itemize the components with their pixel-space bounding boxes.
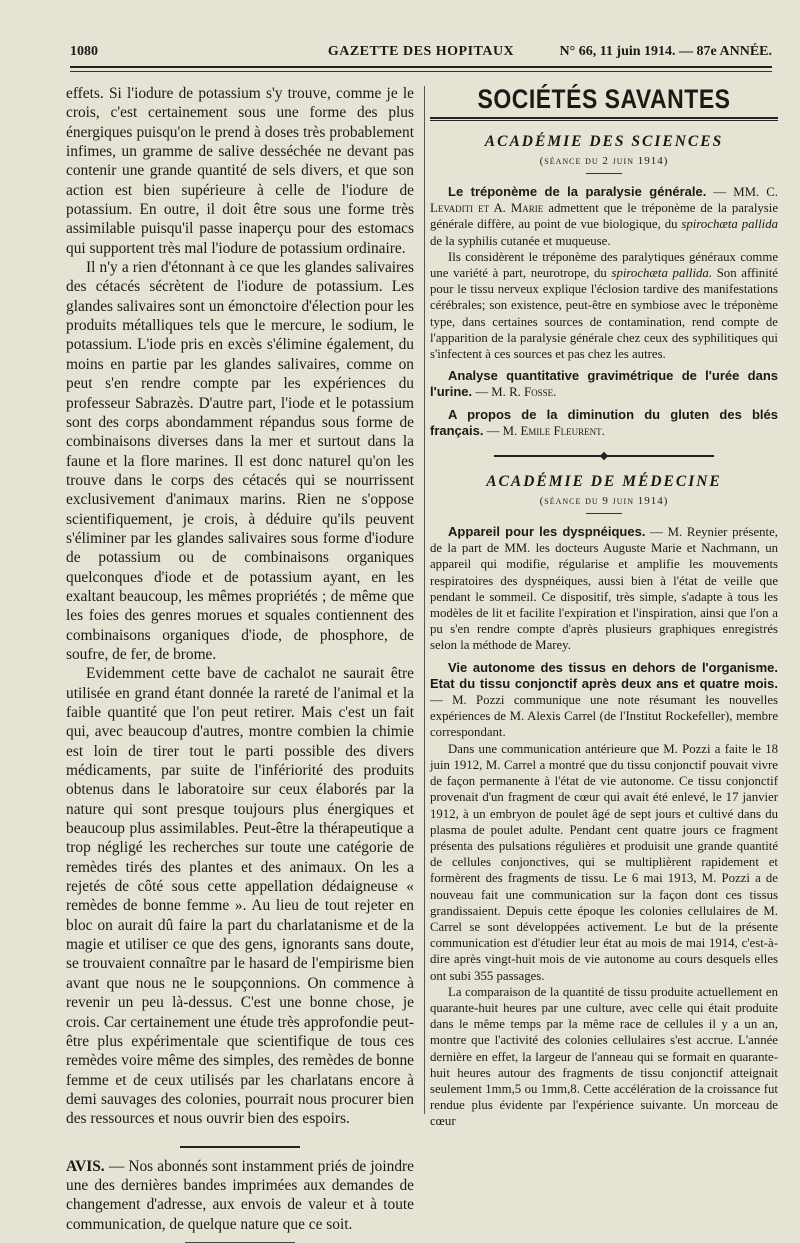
section-rule <box>430 117 778 119</box>
seance-date: (séance du 9 juin 1914) <box>539 495 669 508</box>
communication-item <box>430 524 778 654</box>
issue-info: N° 66, 11 juin 1914. — 87e ANNÉE. <box>559 44 772 59</box>
item-heading: Le tréponème de la paralysie générale. <box>448 184 707 199</box>
academie-medecine-title: ACADÉMIE DE MÉDECINE <box>486 473 722 491</box>
avis-label: AVIS. <box>66 1157 105 1175</box>
communication-item <box>430 184 778 249</box>
header-rule <box>70 66 772 68</box>
body-paragraph: effets. Si l'iodure de potassium s'y trouve, comme je le crois, c'est certainement sous une forme des plus énergiques puisqu'on le prend à doses très probablement infimes, un gramme de salive desséchée ne devant pas contenir une grande quantité de sels divers, et que son action est bien supérieure à celle de l'iodure de potassium. En outre, il doit être sous une forme très assimilable puisqu'il passe inaperçu pour des estomacs qui supportent très mal l'iodure de potassium ordinaire. <box>66 85 414 257</box>
body-paragraph: Ils considèrent le tréponème des paralytiques généraux comme une variété à part, neurotrope, du spirochæta pallida. Son affinité pour le tissu nerveux explique l'éclosion tardive des manifestations cérébrales; son existence, peut-être en symbiose avec le tréponème type, dans certaines sources de contamination, rend compte de l'apparition de la paralysie générale chez ceux des syphilitiques qui s'infectent à ces sources et pas chez les autres. <box>430 249 778 362</box>
academie-sciences-title: ACADÉMIE DES SCIENCES <box>484 133 724 150</box>
item-heading: Appareil pour les dyspnéiques. <box>448 524 646 540</box>
item-text: admettent que le tréponème de la paralysie générale diffère, au point de vue biologique, du <box>430 201 779 232</box>
seance-date: (séance du 2 juin 1914) <box>539 155 669 167</box>
communication-item <box>430 407 778 439</box>
body-paragraph: La comparaison de la quantité de tissu produite actuellement en quarante-huit heures par une culture, avec celle qui était produite dans le même temps par la même race de cellules il y a un an, montre que l'activité des colonies cellulaires s'est accrue. L'année dernière en effet, la largeur de l'anneau qui se formait en quarante-huit heures autour des fragments de tissu conjonctif atteignait seulement 1mm,5 ou 1mm,8. Cette accélération de la croissance fut rendue plus évidente par l'expérience suivante. Un morceau de cœur <box>430 984 778 1129</box>
item-authors: — M. R. Fosse. <box>475 385 557 400</box>
left-column <box>66 84 414 1233</box>
communication-item <box>430 660 778 741</box>
header-rule-thin <box>70 71 772 72</box>
item-authors: — M. Emile Fleurent. <box>486 423 605 438</box>
item-text: — M. Pozzi communique une note résumant les nouvelles expériences de M. Alexis Carrel (de l'Institut Rockefeller), membre correspondant. <box>430 693 778 740</box>
item-text: — M. Reynier présente, de la part de MM. les docteurs Auguste Marie et Nachmann, un appareil qui modifie, régularise et amplifie les mouvements respiratoires des dyspnéiques, aussi bien à l'état de veille que pendant le sommeil. Ce dispositif, très simple, s'adapte à tous les modèles de lit et facilite l'expiration et l'inspiration, ainsi que l'on a pu s'en rendre compte d'après plusieurs graphiques enregistrés selon la méthode de Marey. <box>430 525 778 653</box>
ornament-separator <box>66 1135 414 1153</box>
item-heading: Analyse quantitative gravimétrique de l'urée dans l'urine. <box>430 368 778 400</box>
section-title: SOCIÉTÉS SAVANTES <box>477 83 731 114</box>
item-heading: A propos de la diminution du gluten des blés français. <box>430 406 778 438</box>
column-divider <box>424 86 425 1114</box>
journal-title: GAZETTE DES HOPITAUX <box>327 44 515 59</box>
right-column <box>430 82 778 1127</box>
item-text-end: de la syphilis cutanée et muqueuse. <box>430 233 611 248</box>
item-heading: Vie autonome des tissus en dehors de l'organisme. Etat du tissu conjonctif après deux ans et quatre mois. <box>430 659 778 691</box>
section-rule-thin <box>430 120 778 121</box>
avis-text: — Nos abonnés sont instamment priés de joindre une des dernières bandes imprimées aux demandes de changement d'adresse, aux envois de valeur et à toute communication, de quelque nature que ce soit. <box>66 1157 414 1233</box>
running-head <box>70 44 772 64</box>
item-italic: spirochæta pallida <box>681 217 779 232</box>
item-authors: — MM. C. Levaditi et A. Marie <box>430 185 778 216</box>
ornament-separator <box>430 447 778 465</box>
body-paragraph: Il n'y a rien d'étonnant à ce que les glandes salivaires des cétacés sécrètent de l'iodure de potassium. Les glandes salivaires sont un émonctoire d'élection pour les produits métalliques tels que le mercure, le sodium, le potassium. L'iode pris en excès s'élimine également, du moins en partie par les glandes salivaires, comme on peut s'en rendre compte par les expériences du professeur Sabrazès. D'autre part, l'iode et le potassium sont des corps abondamment répandus sous forme de combinaisons diverses dans la mer et surtout dans la faune et la flore marines. Il est donc naturel qu'on les trouve dans le corps des cétacés qui se nourrissent exclusivement d'animaux marins. Rien ne s'oppose scientifiquement, je crois, à déduire qu'ils peuvent s'éliminer par les glandes salivaires sous forme d'iodure de potassium ou de combinaisons organiques quelconques d'iode et de potassium ayant, en les exaltant beaucoup, les mêmes propriétés ; de même que les foies des genres morues et squales contiennent des combinaisons organiques d'iode, de phosphore, de soufre, de fer, de brome. <box>66 259 414 663</box>
communication-item <box>430 368 778 400</box>
short-rule <box>586 173 622 174</box>
body-paragraph: Dans une communication antérieure que M. Pozzi a faite le 18 juin 1912, M. Carrel a montré que du tissu conjonctif pouvait vivre de façon permanente à l'état de vie autonome. Ce tissu conjonctif provenait d'un fragment de cœur qui avait été enlevé, le 17 janvier 1912, à un embryon de poulet âgé de sept jours et cultivé dans du plasma de poulet adulte. Pendant cent quatre jours ce fragment présenta des pulsations régulières et produisit une grande quantité de cellules conjonctives, qui se multiplièrent rapidement et formèrent des fragments de tissu. Le 6 mai 1913, M. Pozzi a de nouveau fait une communication sur la façon dont ces tissus grandissaient. Depuis cette époque les colonies cellulaires de M. Carrel se sont développées activement. Le but de la présente communication est d'étudier leur état au mois de mai 1914, c'est-à-dire après vingt-huit mois de vie autonome au cours desquels elles ont subi 355 passages. <box>430 741 778 983</box>
page-number: 1080 <box>70 44 98 59</box>
body-paragraph: Evidemment cette bave de cachalot ne saurait être utilisée en grand étant donnée la rareté de l'animal et la faible quantité que l'on peut retirer. Mais c'est un fait qui, avec beaucoup d'autres, montre combien la chimie est loin de tirer tout le parti possible des divers médicaments, par suite de l'infériorité des produits obtenus dans le laboratoire sur ceux élaborés par la nature qui sont presque toujours plus énergiques et beaucoup plus assimilables. Peut-être la thérapeutique a trop négligé les recherches sur toute une catégorie de remèdes tirés des plantes et des animaux. On les a rejetés de côté sous cette appellation dédaigneuse « remèdes de bonne femme ». Au lieu de tout rejeter en bloc on aurait dû faire la part du charlatanisme et de la magie et utiliser ce que des gens, ignorants sans doute, se trouvaient connaître par le hasard de l'empirisme bien avant que nous ne le soupçonnions. On commence à revenir un peu là-dessus. C'est une bonne chose, je crois. Car certainement une étude très approfondie peut-être plus expérimentale que scientifique de tous ces remèdes voire même des simples, des remèdes de bonne femme et de ceux utilisés par les charlatans encore à demi sauvages des colonies, pourrait nous procurer bien des ressources et nous ouvrir bien des espoirs. <box>66 665 414 1128</box>
avis-notice <box>66 1157 414 1234</box>
short-rule <box>586 513 622 514</box>
